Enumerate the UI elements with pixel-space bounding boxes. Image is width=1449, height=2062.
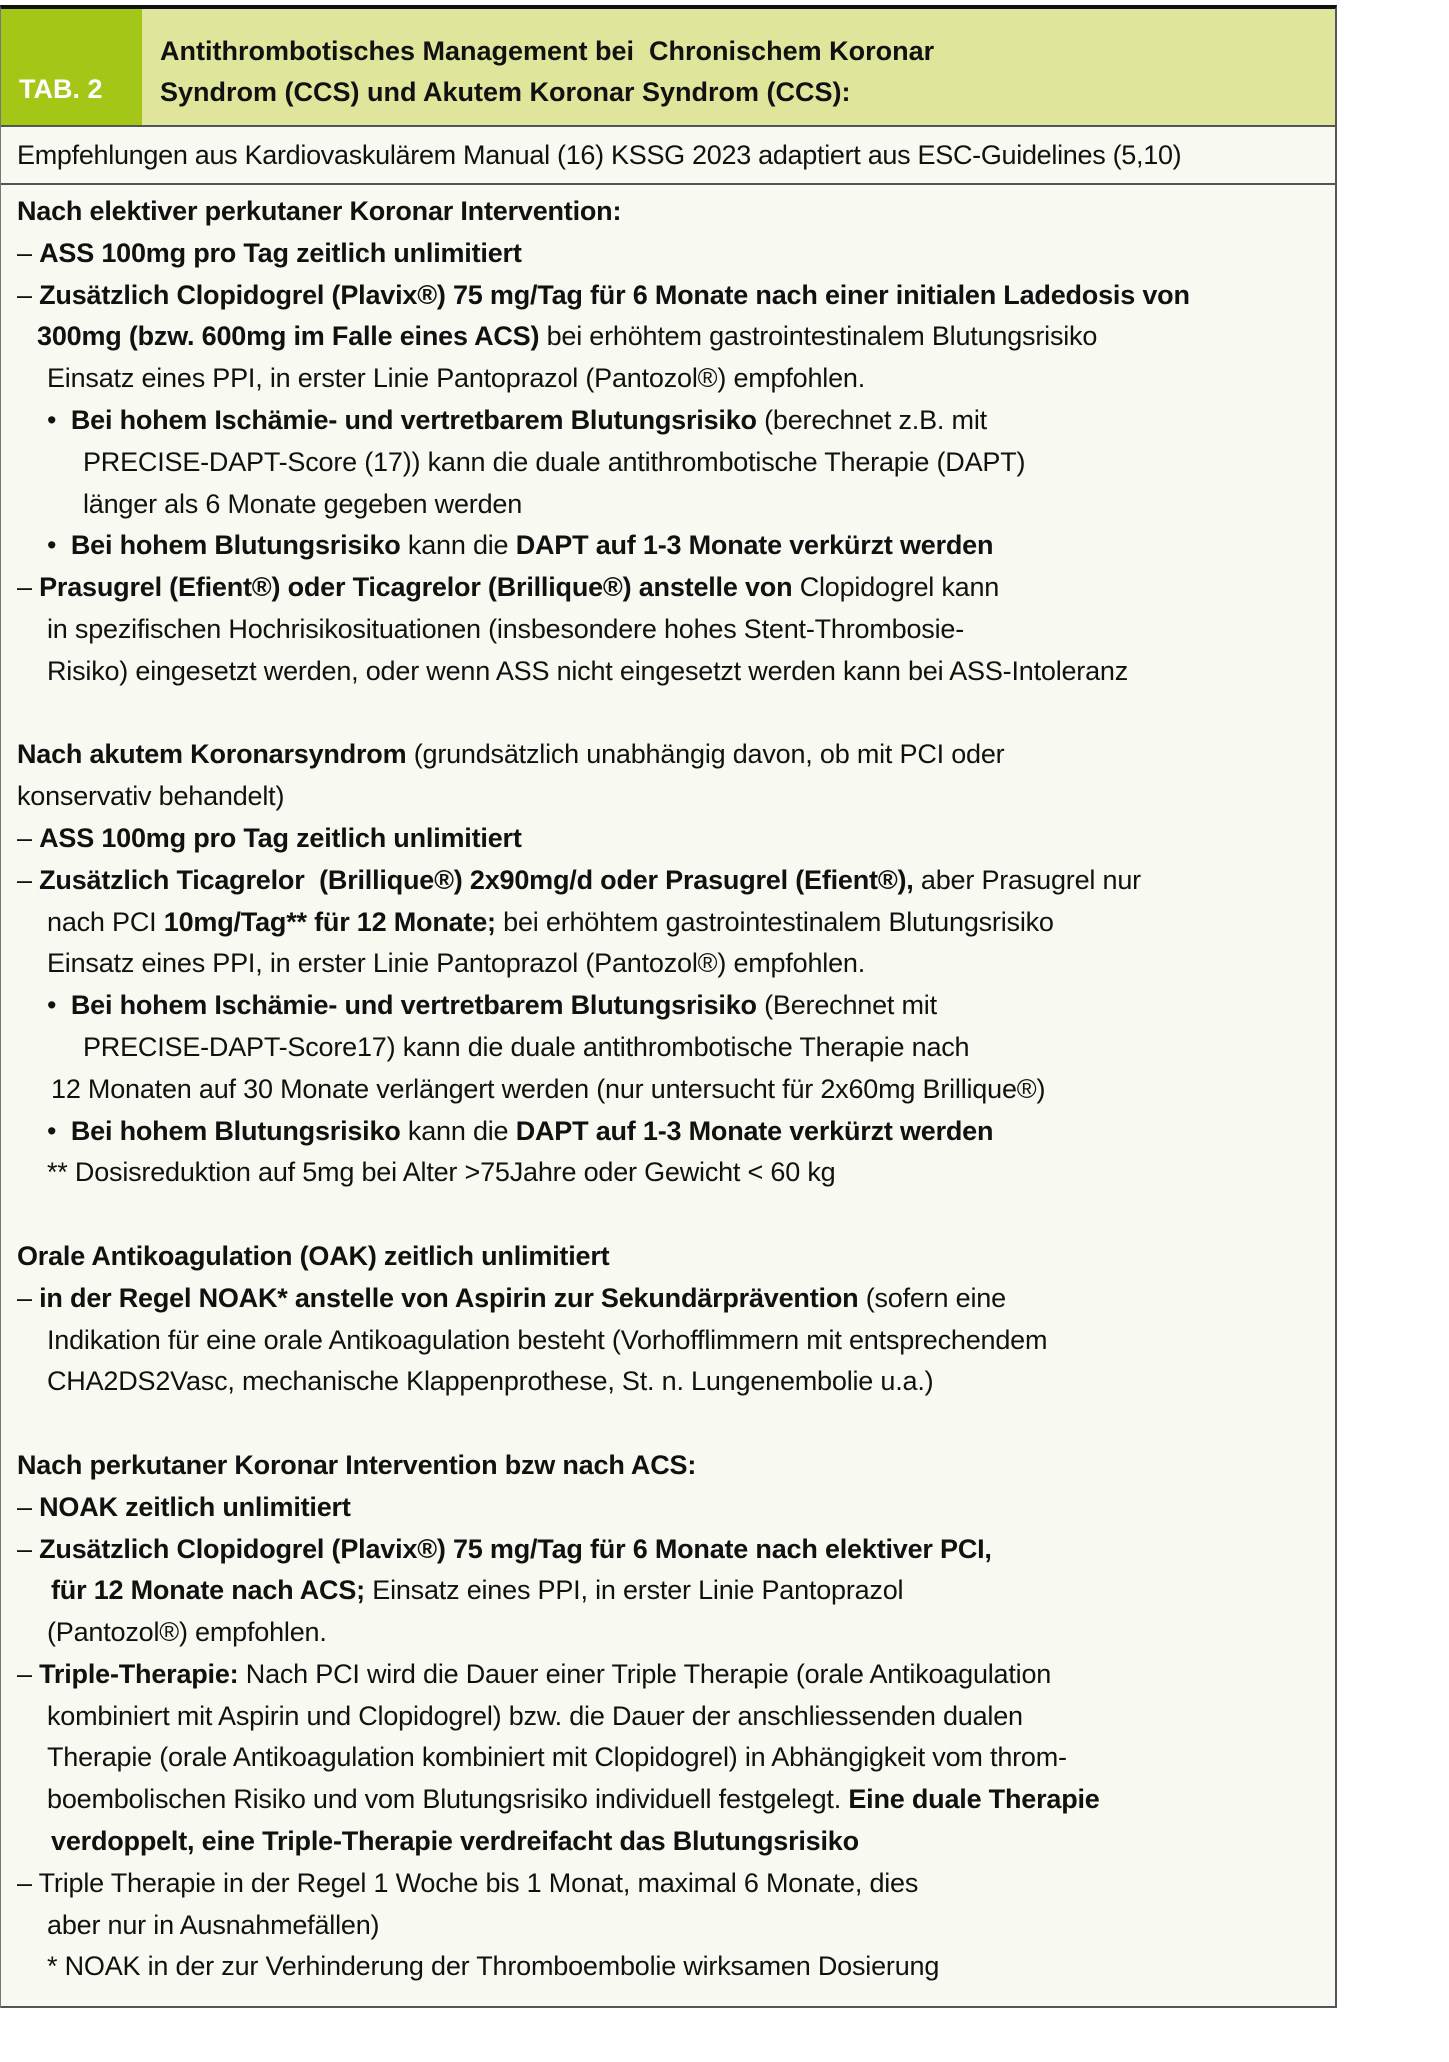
text: •	[47, 404, 71, 435]
bold-text: in der Regel NOAK* anstelle von Aspirin zur Sekundärprävention	[39, 1282, 859, 1313]
text: konservativ behandelt)	[17, 781, 285, 812]
text-line	[1, 484, 1335, 526]
text-line	[1, 609, 1335, 651]
text: – Triple Therapie in der Regel 1 Woche bis 1 Monat, maximal 6 Monate, dies	[17, 1867, 919, 1898]
bold-text: Bei hohem Ischämie- und vertretbarem Blutungsrisiko	[70, 404, 757, 435]
text: Risiko) eingesetzt werden, oder wenn ASS nicht eingesetzt werden kann bei ASS-Intoleranz	[47, 655, 1129, 686]
table-source-note: Empfehlungen aus Kardiovaskulärem Manual (16) KSSG 2023 adaptiert aus ESC-Guidelines (5,10)	[1, 127, 1335, 185]
section-2	[1, 734, 1335, 1194]
text-line	[1, 1027, 1335, 1069]
table-number: TAB. 2	[19, 74, 103, 104]
text: nach PCI	[47, 906, 164, 937]
text-line	[1, 1152, 1335, 1194]
text-line	[1, 1696, 1335, 1738]
table-body	[1, 185, 1335, 2008]
text-line	[1, 400, 1335, 442]
text: Einsatz eines PPI, in erster Linie Pantoprazol (Pantozol®) empfohlen.	[47, 363, 866, 394]
text: Einsatz eines PPI, in erster Linie Pantoprazol (Pantozol®) empfohlen.	[47, 948, 866, 979]
text: CHA2DS2Vasc, mechanische Klappenprothese, St. n. Lungenembolie u.a.)	[47, 1366, 934, 1397]
text-line	[1, 1487, 1335, 1529]
text-line	[1, 1654, 1335, 1696]
text: boembolischen Risiko und vom Blutungsrisiko individuell festgelegt.	[47, 1784, 849, 1815]
bold-text: 10mg/Tag** für 12 Monate;	[163, 906, 496, 937]
text: –	[17, 1491, 40, 1522]
bold-text: DAPT auf 1-3 Monate verkürzt werden	[515, 1115, 994, 1146]
text: –	[17, 237, 40, 268]
bold-text: Zusätzlich Clopidogrel (Plavix®) 75 mg/Tag für 6 Monate nach einer initialen Ladedosis von	[39, 279, 1190, 310]
text: Einsatz eines PPI, in erster Linie Pantoprazol	[364, 1575, 904, 1606]
text: –	[17, 279, 40, 310]
text-line	[1, 1111, 1335, 1153]
text: länger als 6 Monate gegeben werden	[83, 488, 523, 519]
text-line	[1, 1361, 1335, 1403]
text-line	[1, 1821, 1335, 1863]
section-spacer	[1, 1194, 1335, 1236]
bold-text: Bei hohem Blutungsrisiko	[70, 530, 401, 561]
text: kann die	[400, 1115, 516, 1146]
section-3	[1, 1236, 1335, 1403]
text: •	[47, 530, 71, 561]
text-line	[1, 1946, 1335, 1988]
text-line	[1, 776, 1335, 818]
text-line	[1, 1236, 1335, 1278]
bold-text: Bei hohem Ischämie- und vertretbarem Blutungsrisiko	[70, 990, 757, 1021]
text-line	[1, 1278, 1335, 1320]
text: –	[17, 572, 40, 603]
text: (sofern eine	[858, 1282, 1006, 1313]
text: Therapie (orale Antikoagulation kombiniert mit Clopidogrel) in Abhängigkeit vom throm-	[47, 1742, 1067, 1773]
text-line	[1, 985, 1335, 1027]
section-spacer	[1, 1403, 1335, 1445]
bold-text: DAPT auf 1-3 Monate verkürzt werden	[515, 530, 994, 561]
text-line	[1, 1737, 1335, 1779]
text-line	[1, 525, 1335, 567]
text-line	[1, 1905, 1335, 1947]
text-line	[1, 1863, 1335, 1905]
recommendation-table	[0, 5, 1337, 2008]
bold-text: Bei hohem Blutungsrisiko	[70, 1115, 401, 1146]
text-line	[1, 1570, 1335, 1612]
text-line	[1, 818, 1335, 860]
text: bei erhöhtem gastrointestinalem Blutungsrisiko	[495, 906, 1054, 937]
text: PRECISE-DAPT-Score17) kann die duale antithrombotische Therapie nach	[83, 1031, 970, 1062]
text: –	[17, 822, 40, 853]
text-line	[1, 316, 1335, 358]
bold-text: Zusätzlich Clopidogrel (Plavix®) 75 mg/Tag für 6 Monate nach elektiver PCI,	[39, 1533, 992, 1564]
text: PRECISE-DAPT-Score (17)) kann die duale antithrombotische Therapie (DAPT)	[83, 446, 1026, 477]
bold-text: Prasugrel (Efient®) oder Ticagrelor (Brillique®) anstelle von	[39, 572, 793, 603]
text: •	[47, 990, 71, 1021]
text: kann die	[400, 530, 516, 561]
text-line	[1, 1445, 1335, 1487]
text: in spezifischen Hochrisikosituationen (insbesondere hohes Stent-Thrombosie-	[47, 613, 964, 644]
text-line	[1, 233, 1335, 275]
text: ** Dosisreduktion auf 5mg bei Alter >75Jahre oder Gewicht < 60 kg	[47, 1157, 836, 1188]
section-1	[1, 191, 1335, 693]
text-line	[1, 191, 1335, 233]
bold-text: verdoppelt, eine Triple-Therapie verdreifacht das Blutungsrisiko	[51, 1826, 859, 1857]
text-line	[1, 1069, 1335, 1111]
title-line-1: Antithrombotisches Management bei Chronischem Koronar	[160, 36, 935, 66]
bold-text: Nach akutem Koronarsyndrom	[17, 739, 407, 770]
table-title	[142, 9, 1335, 125]
bold-text: Eine duale Therapie	[848, 1784, 1100, 1815]
table-number-badge	[1, 9, 142, 125]
text-line	[1, 1779, 1335, 1821]
text-line	[1, 1320, 1335, 1362]
text: –	[17, 1658, 40, 1689]
text-line	[1, 275, 1335, 317]
text: (berechnet z.B. mit	[756, 404, 987, 435]
text-line	[1, 651, 1335, 693]
bold-text: Triple-Therapie:	[39, 1658, 239, 1689]
section-4	[1, 1445, 1335, 1988]
text: Clopidogrel kann	[792, 572, 1000, 603]
bold-text: Nach perkutaner Koronar Intervention bzw nach ACS:	[17, 1449, 697, 1480]
text: –	[17, 1533, 40, 1564]
text-line	[1, 860, 1335, 902]
bold-text: 300mg (bzw. 600mg im Falle eines ACS)	[37, 321, 540, 352]
text: –	[17, 1282, 40, 1313]
title-line-2: Syndrom (CCS) und Akutem Koronar Syndrom (CCS):	[160, 77, 851, 107]
section-spacer	[1, 693, 1335, 735]
text: kombiniert mit Aspirin und Clopidogrel) bzw. die Dauer der anschliessenden dualen	[47, 1700, 1023, 1731]
text: •	[47, 1115, 71, 1146]
bold-text: NOAK zeitlich unlimitiert	[39, 1491, 351, 1522]
text-line	[1, 358, 1335, 400]
text-line	[1, 902, 1335, 944]
text-line	[1, 1529, 1335, 1571]
bold-text: Zusätzlich Ticagrelor (Brillique®) 2x90mg/d oder Prasugrel (Efient®),	[39, 864, 914, 895]
text: –	[17, 864, 40, 895]
text: * NOAK in der zur Verhinderung der Thromboembolie wirksamen Dosierung	[47, 1951, 940, 1982]
text: 12 Monaten auf 30 Monate verlängert werden (nur untersucht für 2x60mg Brillique®)	[51, 1073, 1046, 1104]
text: aber Prasugrel nur	[913, 864, 1141, 895]
text: Indikation für eine orale Antikoagulation besteht (Vorhofflimmern mit entsprechendem	[47, 1324, 1048, 1355]
text: (Berechnet mit	[756, 990, 937, 1021]
text: (Pantozol®) empfohlen.	[47, 1617, 327, 1648]
text-line	[1, 943, 1335, 985]
text-line	[1, 442, 1335, 484]
text-line	[1, 734, 1335, 776]
text: Nach PCI wird die Dauer einer Triple Therapie (orale Antikoagulation	[238, 1658, 1052, 1689]
table-header	[1, 9, 1335, 127]
text: (grundsätzlich unabhängig davon, ob mit PCI oder	[406, 739, 1005, 770]
text-line	[1, 1612, 1335, 1654]
bold-text: Nach elektiver perkutaner Koronar Intervention:	[17, 196, 622, 226]
text: aber nur in Ausnahmefällen)	[47, 1909, 380, 1940]
text-line	[1, 567, 1335, 609]
bold-text: ASS 100mg pro Tag zeitlich unlimitiert	[39, 822, 522, 853]
bold-text: Orale Antikoagulation (OAK) zeitlich unlimitiert	[17, 1240, 610, 1271]
bold-text: ASS 100mg pro Tag zeitlich unlimitiert	[39, 237, 522, 268]
bold-text: für 12 Monate nach ACS;	[51, 1575, 365, 1606]
text: bei erhöhtem gastrointestinalem Blutungsrisiko	[539, 321, 1098, 352]
